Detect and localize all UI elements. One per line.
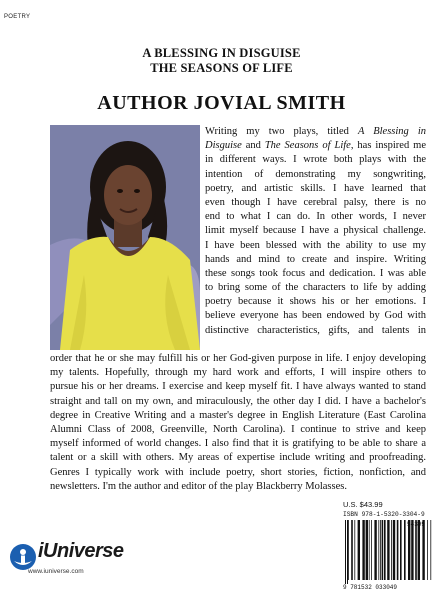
author-photo [50,125,200,350]
bio-line: order that he or she may fulfill his or her God-given purpose in life. I enjoy developing [50,353,426,364]
bio-line: degree in Creative Writing and a master's degree in English Literature (East Carolina [50,409,426,421]
play-title-text: A Blessing in [357,126,426,137]
author-bio-wrap [205,125,426,338]
play-title-text: Disguise [205,140,242,152]
bio-line: pursue his or her dreams. I exercise and keep myself fit. I have always wanted to stand [50,381,426,393]
bio-line: straight and tall on my own, and miraculously, the other day I did. I have a bachelor's [50,395,426,407]
barcode-bar [400,520,402,580]
author-photo-illustration [50,125,200,350]
bio-line: hands and mind to create and inspire. Writing [205,253,426,265]
barcode-icon [343,520,435,584]
price-code: 54399 [407,521,426,528]
barcode-bar [430,520,431,580]
barcode-bar [369,520,370,580]
bio-line: poetry, and artistic skills. I have learned that [205,182,426,194]
barcode-bar [351,520,353,580]
bio-line: newsletters. I'm the author and editor of the play Blackberry Molasses. [50,480,347,492]
bio-line: intention of demonstrating my songwriting, [205,168,426,180]
publisher-logo [4,538,154,594]
bio-line: believe everyone has been endowed by God with [205,310,426,322]
bio-line: even though I have cerebral palsy, there is no [205,196,426,208]
play-title-text: The Seasons of Life [264,140,351,152]
bio-line: in different ways. I wrote both plays with the [205,154,426,166]
publisher-name: iUniverse [38,540,124,562]
barcode-bar [408,520,410,580]
barcode-bar [347,520,348,584]
barcode-bar [378,520,379,580]
bio-line: these songs took focus and dedication. I was able [205,267,426,279]
barcode-bar [358,520,360,580]
barcode-bar [397,520,399,580]
barcode-bar [384,520,386,580]
bio-text: Writing my two plays, titled [205,126,358,137]
barcode-bar [391,520,392,580]
bio-line: to bring some of the characters to life by adding [205,282,426,294]
author-heading: AUTHOR JOVIAL SMITH [97,92,346,114]
barcode-bar [422,520,424,580]
bio-line: Genres I typically work with include poetry, short stories, fiction, nonfiction, and [50,466,426,478]
bio-line: end to what I can do. In other words, I never [205,211,426,223]
bio-text: and [241,140,265,152]
barcode-bar [362,520,364,580]
barcode-bar [366,520,368,580]
bio-line [205,139,426,153]
author-bio-full [50,352,426,494]
barcode-bar [345,520,346,584]
price-label: U.S. $43.99 [343,500,383,509]
bio-line: Alumni Class of 2008, Greenville, North Carolina). I continue to strive and keep [50,423,426,435]
barcode-bar [393,520,395,580]
book-title-line-2: THE SEASONS OF LIFE [150,61,293,75]
bio-line: myself informed of world changes. I also find that it is gratifying to be able to share a [50,438,426,450]
genre-label: POETRY [4,14,31,20]
bio-line: distinctive characteristics, gifts, and talents in [205,324,426,336]
barcode-bar [427,520,428,580]
bio-line [205,125,426,139]
bio-line: talent or a skill with others. My areas of expertise include writing and proofreading. [50,452,426,464]
bio-text: , has inspired me [350,140,426,152]
bio-line: limit myself because I have a physical challenge. [205,225,426,237]
bio-line: my talents. Hopefully, through my hard work and efforts, I will inspire others to [50,367,426,379]
barcode-bar [415,520,417,580]
publisher-url: www.iuniverse.com [28,568,84,575]
isbn-number: ISBN 978-1-5320-3304-9 [343,511,425,518]
barcode-bar [354,520,355,580]
barcode-bar [404,520,406,580]
barcode-bar [380,520,381,580]
barcode-digits: 9 781532 033049 [343,584,398,591]
barcode-bar [418,520,420,580]
book-title-line-1: A BLESSING IN DISGUISE [142,46,301,60]
bio-line: I have been blessed with the ability to use my [205,239,426,251]
barcode-bar [387,520,389,580]
bio-line: poetry because it shows his or her emotions. I [205,296,426,308]
barcode-bar [348,520,349,580]
barcode-bar [374,520,376,580]
barcode-bar [382,520,384,580]
isbn-text [343,511,425,518]
barcode-bar [371,520,372,580]
barcode-bar [411,520,413,580]
